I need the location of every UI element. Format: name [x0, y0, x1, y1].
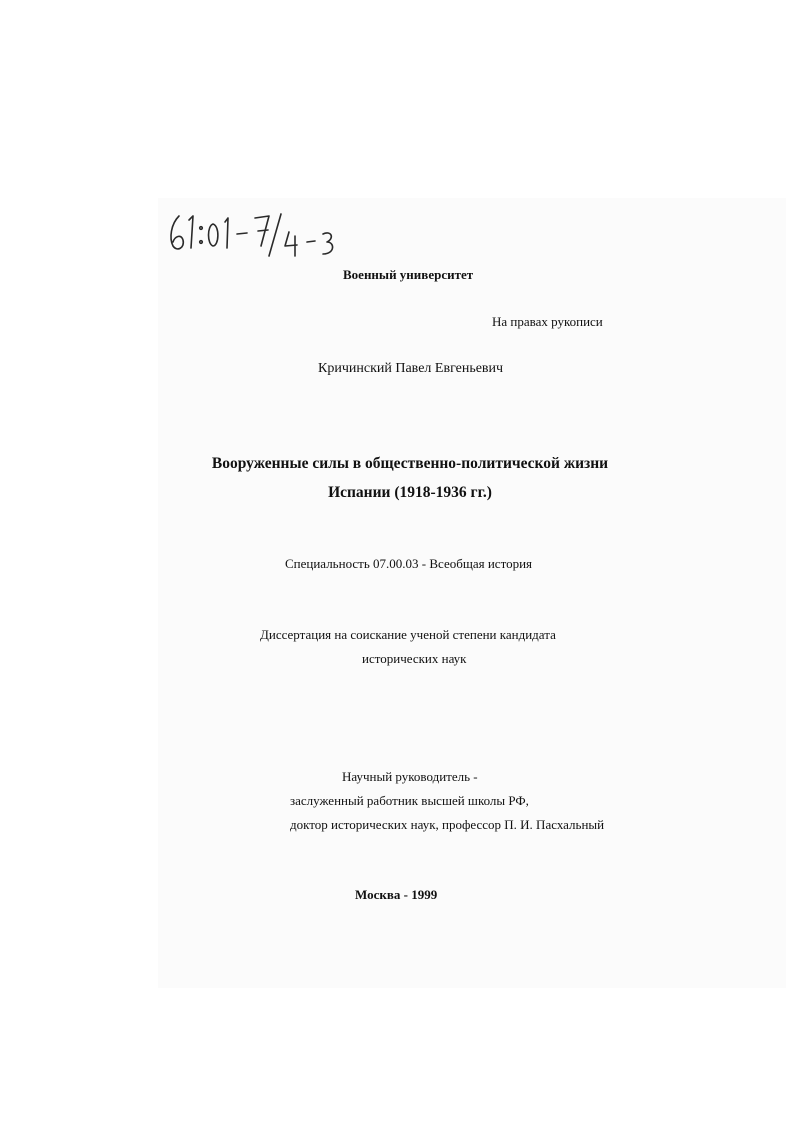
author-name: Кричинский Павел Евгеньевич: [318, 361, 504, 376]
degree-line-1: Диссертация на соискание ученой степени кандидата: [260, 627, 556, 642]
handwritten-archive-mark: [165, 206, 365, 266]
institution-name: Военный университет: [343, 267, 474, 282]
specialty: Специальность 07.00.03 - Всеобщая история: [285, 556, 533, 571]
dissertation-title-line-1: Вооруженные силы в общественно-политической жизни: [211, 455, 609, 472]
supervisor-line-2: заслуженный работник высшей школы РФ,: [290, 793, 529, 808]
dissertation-title-line-2: Испании (1918-1936 гг.): [328, 484, 492, 501]
degree-line-2: исторических наук: [362, 651, 467, 666]
supervisor-line-1: Научный руководитель -: [342, 769, 478, 784]
place-and-year: Москва - 1999: [355, 887, 438, 902]
supervisor-line-3: доктор исторических наук, профессор П. И. Пасхальный: [290, 817, 605, 832]
rights-note: На правах рукописи: [492, 314, 603, 329]
scanned-page-area: [158, 198, 786, 988]
